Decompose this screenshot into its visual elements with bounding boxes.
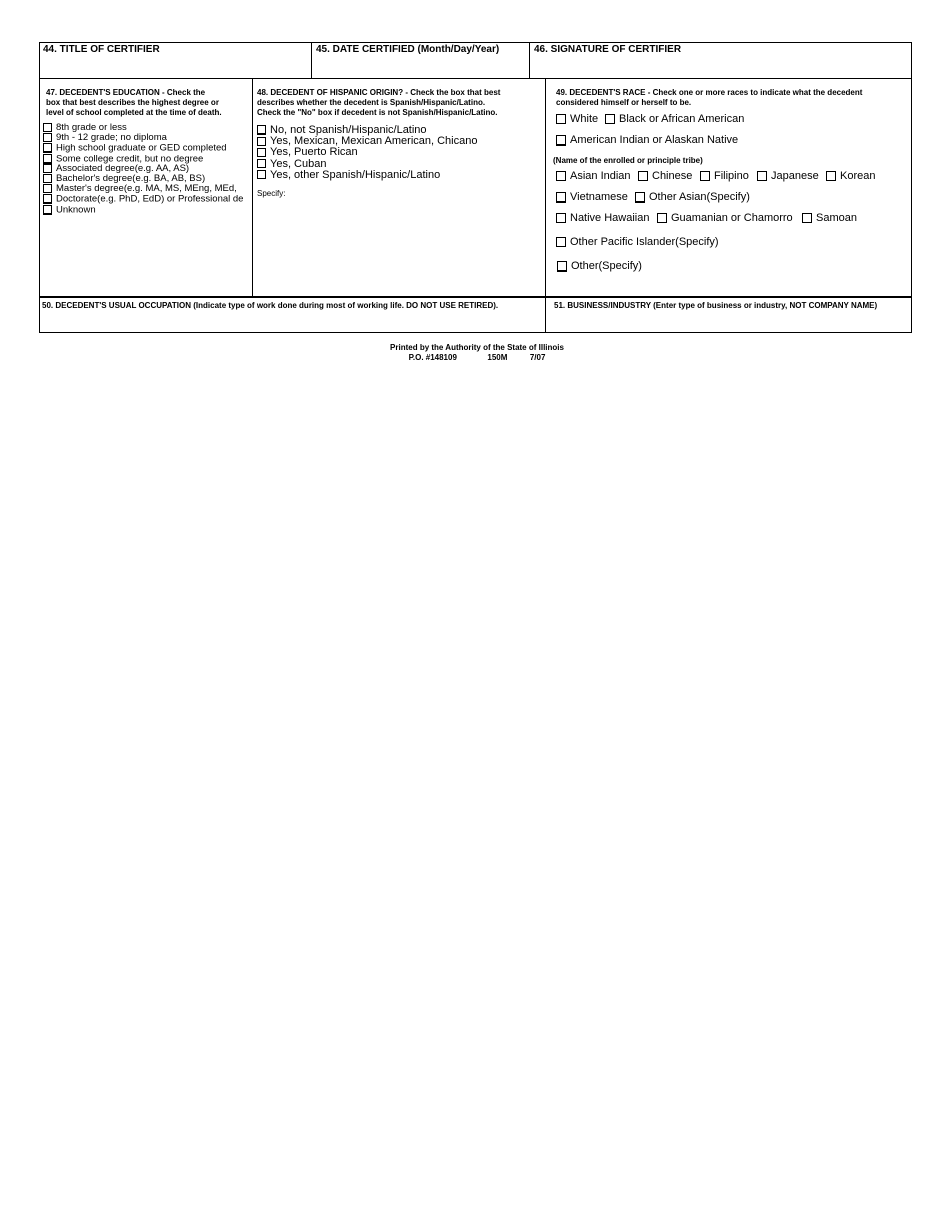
option-label: Japanese	[771, 170, 819, 182]
option-label: Yes, Cuban	[270, 157, 327, 170]
option-label: Filipino	[714, 170, 749, 182]
usual-occupation-label: 50. DECEDENT'S USUAL OCCUPATION (Indicate type of work done during most of working life. DO NOT USE RETIRED).	[42, 301, 499, 310]
education-heading-line: level of school completed at the time of death.	[46, 108, 222, 117]
hispanic-heading-line: 48. DECEDENT OF HISPANIC ORIGIN? - Check the box that best	[257, 88, 501, 97]
education-option-master[interactable]	[43, 184, 251, 194]
checkbox-icon[interactable]	[638, 171, 648, 181]
tribe-note: (Name of the enrolled or principle tribe)	[553, 156, 703, 165]
footer-quantity: 150M	[487, 353, 508, 362]
race-option-american-indian[interactable]	[556, 134, 738, 147]
hispanic-specify-label: Specify:	[257, 189, 286, 199]
race-heading-line: 49. DECEDENT'S RACE - Check one or more races to indicate what the decedent	[556, 88, 863, 97]
race-option-native-hawaiian[interactable]	[556, 212, 649, 225]
signature-of-certifier-field[interactable]	[530, 57, 911, 78]
race-option-other[interactable]	[557, 260, 642, 273]
option-label: Black or African American	[619, 113, 745, 125]
hispanic-heading-line: Check the "No" box if decedent is not Spanish/Hispanic/Latino.	[257, 108, 498, 117]
footer-po-number: P.O. #148109	[408, 353, 457, 362]
education-heading-line: 47. DECEDENT'S EDUCATION - Check the	[46, 88, 206, 97]
option-label: Asian Indian	[570, 170, 631, 182]
title-of-certifier-label: 44. TITLE OF CERTIFIER	[43, 44, 160, 55]
race-option-chinese[interactable]	[638, 170, 692, 183]
option-label: High school graduate or GED completed	[56, 142, 227, 154]
checkbox-icon[interactable]	[43, 194, 52, 204]
option-label: Yes, other Spanish/Hispanic/Latino	[270, 168, 441, 181]
checkbox-icon[interactable]	[826, 171, 836, 181]
race-option-other-pacific-islander[interactable]	[556, 236, 719, 249]
business-industry-label: 51. BUSINESS/INDUSTRY (Enter type of business or industry, NOT COMPANY NAME)	[554, 301, 878, 310]
footer-revision-date: 7/07	[529, 353, 546, 362]
checkbox-icon[interactable]	[257, 170, 266, 179]
education-section	[43, 88, 251, 293]
checkbox-icon[interactable]	[43, 205, 52, 215]
checkbox-icon[interactable]	[557, 261, 567, 272]
checkbox-icon[interactable]	[802, 213, 812, 223]
option-label: Korean	[840, 170, 876, 182]
checkbox-icon[interactable]	[257, 148, 266, 157]
checkbox-icon[interactable]	[757, 171, 767, 181]
race-option-black[interactable]	[605, 113, 744, 126]
option-label: Doctorate(e.g. PhD, EdD) or Professional de	[56, 193, 244, 205]
checkbox-icon[interactable]	[43, 174, 52, 183]
option-label: 9th - 12 grade; no diploma	[56, 132, 167, 144]
option-label: Other(Specify)	[571, 260, 642, 272]
signature-of-certifier-label: 46. SIGNATURE OF CERTIFIER	[534, 44, 682, 55]
checkbox-icon[interactable]	[556, 192, 566, 203]
option-label: Native Hawaiian	[570, 212, 650, 224]
education-option-doctorate[interactable]	[43, 194, 251, 205]
option-label: American Indian or Alaskan Native	[570, 134, 739, 146]
checkbox-icon[interactable]	[43, 143, 52, 153]
race-heading-line: considered himself or herself to be.	[556, 98, 692, 107]
checkbox-icon[interactable]	[257, 125, 266, 135]
checkbox-icon[interactable]	[556, 237, 566, 247]
race-option-vietnamese[interactable]	[556, 191, 628, 204]
checkbox-icon[interactable]	[657, 213, 667, 223]
option-label: Unknown	[56, 204, 96, 216]
option-label: No, not Spanish/Hispanic/Latino	[270, 124, 427, 136]
education-options	[43, 123, 251, 215]
checkbox-icon[interactable]	[43, 184, 52, 193]
race-option-asian-indian[interactable]	[556, 170, 631, 183]
education-option-unknown[interactable]	[43, 205, 251, 216]
checkbox-icon[interactable]	[556, 171, 566, 181]
education-heading	[43, 88, 251, 118]
option-label: 8th grade or less	[56, 122, 127, 134]
hispanic-origin-section	[257, 88, 544, 293]
option-label: Yes, Puerto Rican	[270, 146, 358, 159]
option-label: Other Pacific Islander(Specify)	[570, 236, 719, 248]
checkbox-icon[interactable]	[257, 137, 266, 146]
checkbox-icon[interactable]	[556, 114, 566, 124]
race-option-filipino[interactable]	[700, 170, 749, 183]
checkbox-icon[interactable]	[556, 213, 566, 223]
option-label: Some college credit, but no degree	[56, 153, 204, 165]
option-label: White	[570, 113, 599, 125]
title-of-certifier-field[interactable]	[40, 57, 311, 78]
footer-print-info	[277, 353, 677, 363]
date-certified-label: 45. DATE CERTIFIED (Month/Day/Year)	[316, 44, 500, 55]
race-option-samoan[interactable]	[802, 212, 857, 225]
date-certified-field[interactable]	[312, 57, 529, 78]
race-option-other-asian[interactable]	[635, 191, 750, 204]
education-option-high-school[interactable]	[43, 143, 251, 154]
race-option-white[interactable]	[556, 113, 598, 126]
option-label: Yes, Mexican, Mexican American, Chicano	[270, 135, 478, 148]
race-option-japanese[interactable]	[757, 170, 819, 183]
checkbox-icon[interactable]	[257, 159, 266, 168]
option-label: Chinese	[652, 170, 693, 182]
option-label: Samoan	[816, 212, 857, 224]
hispanic-options	[257, 125, 544, 181]
race-heading	[556, 88, 910, 110]
education-heading-line: box that best describes the highest degree or	[46, 98, 219, 107]
race-option-korean[interactable]	[826, 170, 875, 183]
race-option-guamanian[interactable]	[657, 212, 793, 225]
footer-authority: Printed by the Authority of the State of Illinois	[390, 343, 564, 352]
hispanic-heading-line: describes whether the decedent is Spanish/Hispanic/Latino.	[257, 98, 486, 107]
option-label: Vietnamese	[570, 191, 628, 203]
checkbox-icon[interactable]	[43, 154, 52, 164]
checkbox-icon[interactable]	[43, 123, 52, 132]
education-option-9th-12th-grade[interactable]	[43, 133, 251, 143]
option-label: Other Asian(Specify)	[649, 191, 750, 203]
option-label: Master's degree(e.g. MA, MS, MEng, MEd,	[56, 183, 237, 195]
checkbox-icon[interactable]	[43, 133, 52, 142]
hispanic-option-other[interactable]	[257, 170, 544, 181]
checkbox-icon[interactable]	[700, 171, 710, 181]
checkbox-icon[interactable]	[556, 135, 566, 146]
checkbox-icon[interactable]	[43, 164, 52, 173]
usual-occupation-field[interactable]	[40, 312, 545, 332]
option-label: Associated degree(e.g. AA, AS)	[56, 163, 190, 175]
checkbox-icon[interactable]	[605, 114, 615, 124]
option-label: Bachelor's degree(e.g. BA, AB, BS)	[56, 173, 206, 185]
checkbox-icon[interactable]	[635, 192, 645, 203]
option-label: Guamanian or Chamorro	[671, 212, 793, 224]
business-industry-field[interactable]	[546, 312, 911, 332]
hispanic-heading	[257, 88, 544, 118]
